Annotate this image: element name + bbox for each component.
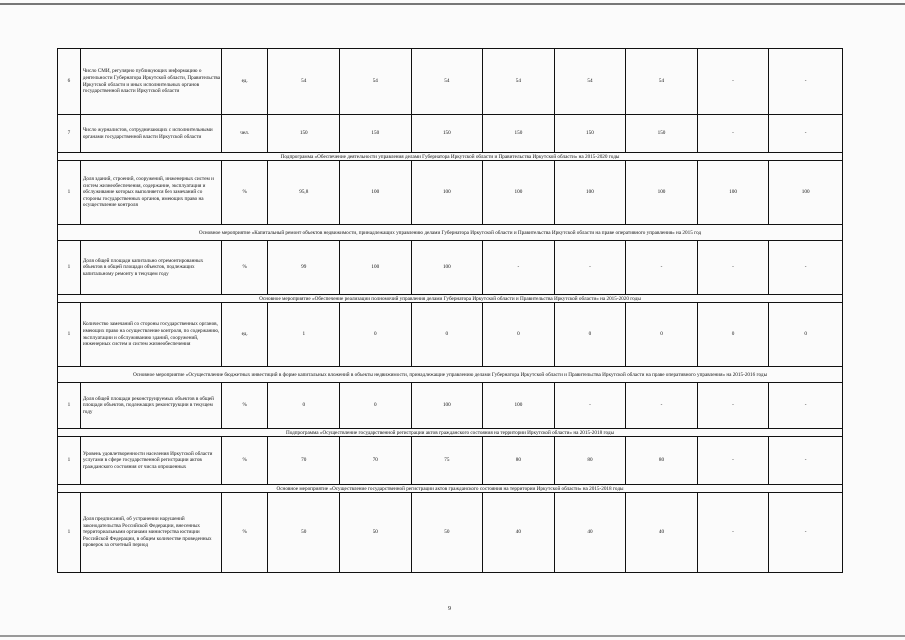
unit-cell: ед. (221, 303, 268, 367)
value-cell: 54 (268, 49, 340, 115)
value-cell: 100 (483, 161, 555, 225)
value-cell: 150 (268, 115, 340, 153)
value-cell: 0 (554, 303, 626, 367)
unit-cell: % (221, 437, 268, 485)
value-cell: 70 (268, 437, 340, 485)
indicator-description: Число СМИ, регулярно публикующих информацию о деятельности Губернатора Иркутской области, Правительства Иркутской области и иных исполнительных органов государственной власти Иркутской области (80, 49, 221, 115)
indicator-description: Количество замечаний со стороны государственных органов, имеющих право на осуществление контроля, по содержанию, эксплуатации и обслуживанию зданий, сооружений, инженерных систем и систем жизнеобеспечения (80, 303, 221, 367)
value-cell: - (769, 115, 843, 153)
table-row (58, 437, 843, 485)
row-number: 6 (58, 49, 81, 115)
value-cell: - (626, 383, 698, 429)
table-row (58, 383, 843, 429)
value-cell: 0 (626, 303, 698, 367)
value-cell: 0 (340, 383, 412, 429)
value-cell: - (554, 383, 626, 429)
unit-cell: % (221, 241, 268, 295)
value-cell: 0 (340, 303, 412, 367)
scan-edge-top (0, 3, 905, 5)
value-cell: 70 (340, 437, 412, 485)
row-number: 1 (58, 437, 81, 485)
value-cell: 100 (411, 383, 483, 429)
value-cell: 150 (554, 115, 626, 153)
section-title: Основное мероприятие «Осуществление бюджетных инвестиций в форме капитальных вложений в объекты недвижимости, принадлежащие управлению делами Губернатора Иркутской области и Правительства Иркутской области на праве оперативного управления» на 2015-2016 годы (58, 367, 843, 383)
value-cell: 100 (340, 241, 412, 295)
value-cell: 100 (769, 161, 843, 225)
value-cell: 80 (483, 437, 555, 485)
value-cell: 0 (268, 383, 340, 429)
value-cell: 0 (411, 303, 483, 367)
value-cell: - (697, 241, 769, 295)
section-header-row (58, 485, 843, 493)
value-cell: 1 (268, 303, 340, 367)
value-cell: - (769, 49, 843, 115)
unit-cell: % (221, 161, 268, 225)
value-cell: 100 (411, 241, 483, 295)
value-cell: 40 (626, 493, 698, 573)
value-cell: - (554, 241, 626, 295)
unit-cell: % (221, 383, 268, 429)
value-cell: 50 (268, 493, 340, 573)
table-row (58, 49, 843, 115)
indicators-table (57, 48, 843, 573)
value-cell: 54 (483, 49, 555, 115)
value-cell: 0 (483, 303, 555, 367)
value-cell: - (697, 437, 769, 485)
value-cell: - (697, 493, 769, 573)
value-cell: - (769, 383, 843, 429)
value-cell: 100 (697, 161, 769, 225)
indicator-description: Доля предписаний, об устранении нарушений законодательства Российской Федерации, внесенных территориальными органами министерства юстиции Российской Федерации, в общем количестве проведенных проверок за отчетный период (80, 493, 221, 573)
value-cell: - (769, 241, 843, 295)
value-cell: 100 (554, 161, 626, 225)
section-title: Основное мероприятие «Обеспечение реализации полномочий управления делами Губернатора Иркутской области и Правительства Иркутской области» на 2015-2020 годы (58, 295, 843, 303)
row-number: 1 (58, 241, 81, 295)
value-cell: 54 (554, 49, 626, 115)
value-cell: 0 (697, 303, 769, 367)
table-row (58, 493, 843, 573)
indicator-description: Уровень удовлетворенности населения Иркутской области услугами в сфере государственной регистрации актов гражданского состояния от числа опрошенных (80, 437, 221, 485)
value-cell: 0 (769, 303, 843, 367)
indicator-description: Доля общей площади капитально отремонтированных объектов в общей площади объектов, подлежащих капитальному ремонту в текущем году (80, 241, 221, 295)
value-cell: - (697, 115, 769, 153)
table-row (58, 115, 843, 153)
section-title: Основное мероприятие «Осуществление государственной регистрации актов гражданского состояния на территории Иркутской области» на 2015-2018 годы (58, 485, 843, 493)
section-header-row (58, 225, 843, 241)
indicator-description: Число журналистов, сотрудничающих с исполнительными органами государственной власти Иркутской области (80, 115, 221, 153)
unit-cell: % (221, 493, 268, 573)
unit-cell: чел. (221, 115, 268, 153)
section-header-row (58, 429, 843, 437)
value-cell: 95,8 (268, 161, 340, 225)
section-title: Подпрограмма «Обеспечение деятельности управления делами Губернатора Иркутской области и Правительства Иркутской области» на 2015-2020 годы (58, 153, 843, 161)
section-header-row (58, 295, 843, 303)
scan-edge-bottom (0, 635, 905, 637)
section-title: Основное мероприятие «Капитальный ремонт объектов недвижимости, принадлежащих управлению делами Губернатора Иркутской области и Правительства Иркутской области на праве оперативного управления» на 2015 год (58, 225, 843, 241)
value-cell: 40 (483, 493, 555, 573)
row-number: 7 (58, 115, 81, 153)
value-cell: 80 (626, 437, 698, 485)
value-cell: 50 (411, 493, 483, 573)
value-cell: 100 (626, 161, 698, 225)
value-cell: 54 (411, 49, 483, 115)
page-number: 9 (448, 606, 451, 612)
value-cell: 150 (411, 115, 483, 153)
value-cell: 99 (268, 241, 340, 295)
value-cell: - (769, 437, 843, 485)
table-body (58, 49, 843, 573)
row-number: 1 (58, 383, 81, 429)
unit-cell: ед. (221, 49, 268, 115)
row-number: 1 (58, 161, 81, 225)
value-cell: 100 (483, 383, 555, 429)
value-cell: - (769, 493, 843, 573)
row-number: 1 (58, 303, 81, 367)
indicator-description: Доля зданий, строений, сооружений, инженерных систем и систем жизнеобеспечения, содержание, эксплуатация и обслуживание которых выполняется без замечаний со стороны государственных органов, имеющих право на осуществление контроля (80, 161, 221, 225)
table-row (58, 303, 843, 367)
value-cell: 50 (340, 493, 412, 573)
value-cell: 75 (411, 437, 483, 485)
value-cell: 54 (340, 49, 412, 115)
section-title: Подпрограмма «Осуществление государственной регистрации актов гражданского состояния на территории Иркутской области» на 2015-2018 годы (58, 429, 843, 437)
table-row (58, 161, 843, 225)
value-cell: - (697, 49, 769, 115)
row-number: 1 (58, 493, 81, 573)
value-cell: - (483, 241, 555, 295)
value-cell: 100 (411, 161, 483, 225)
value-cell: 150 (483, 115, 555, 153)
value-cell: - (697, 383, 769, 429)
indicator-description: Доля общей площади реконструируемых объектов в общей площади объектов, подлежащих реконструкции в текущем году (80, 383, 221, 429)
value-cell: 100 (340, 161, 412, 225)
value-cell: 54 (626, 49, 698, 115)
section-header-row (58, 153, 843, 161)
section-header-row (58, 367, 843, 383)
value-cell: - (626, 241, 698, 295)
value-cell: 150 (340, 115, 412, 153)
value-cell: 40 (554, 493, 626, 573)
value-cell: 150 (626, 115, 698, 153)
table-row (58, 241, 843, 295)
value-cell: 80 (554, 437, 626, 485)
